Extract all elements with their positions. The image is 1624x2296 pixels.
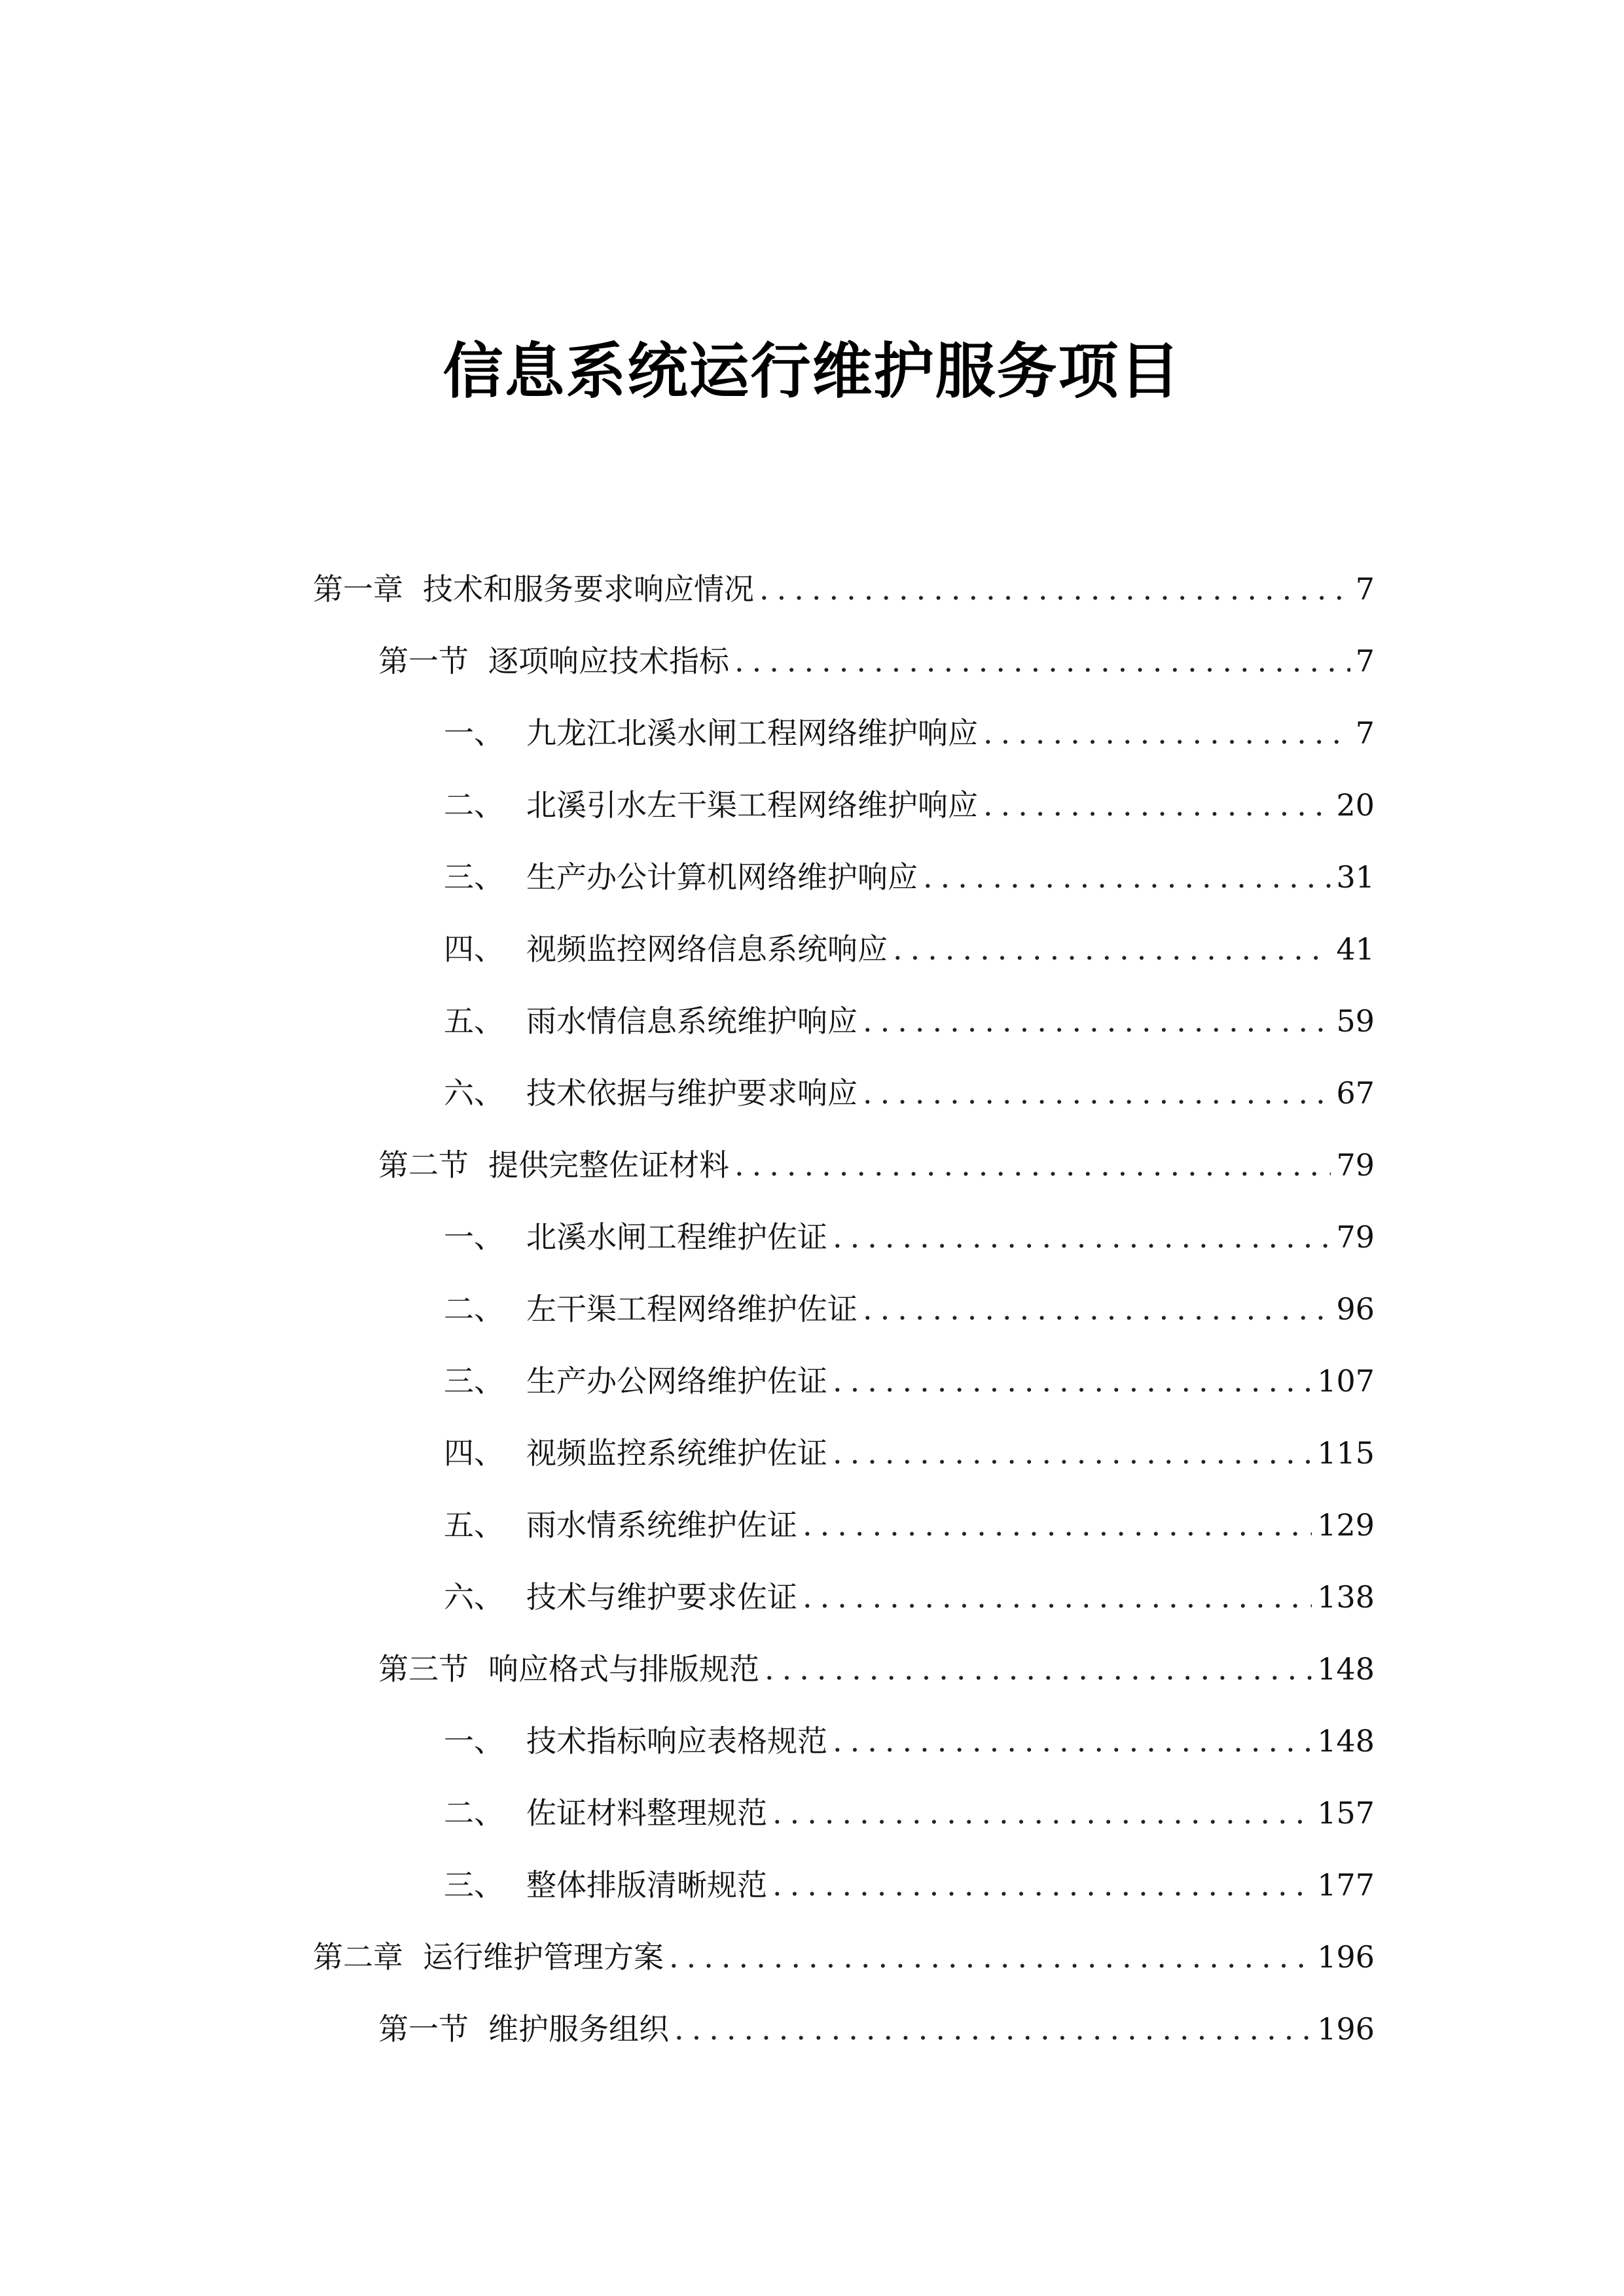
toc-dot-leader: [833, 1211, 1331, 1263]
toc-entry-title: 雨水情系统维护佐证: [526, 1507, 797, 1543]
toc-page-number: 7: [1355, 715, 1375, 751]
toc-entry-section[interactable]: [378, 635, 1375, 687]
toc-entry-subsection[interactable]: [444, 1211, 1375, 1263]
toc-page-number: 177: [1317, 1867, 1375, 1903]
toc-page-number: 196: [1317, 2011, 1375, 2047]
toc-entry-number: 第三节: [378, 1651, 469, 1687]
toc-entry-number: 三、: [444, 1363, 504, 1399]
toc-page-number: 31: [1336, 859, 1375, 895]
toc-entry-title: 技术依据与维护要求响应: [526, 1075, 857, 1111]
toc-entry-number: 五、: [444, 1507, 504, 1543]
toc-page-number: 107: [1317, 1363, 1375, 1399]
toc-dot-leader: [863, 1283, 1331, 1335]
toc-entry-subsection[interactable]: [444, 1283, 1375, 1335]
toc-entry-title: 九龙江北溪水闸工程网络维护响应: [526, 715, 978, 751]
toc-page-number: 7: [1355, 643, 1375, 679]
toc-dot-leader: [734, 635, 1350, 687]
toc-page-number: 96: [1336, 1291, 1375, 1327]
toc-entry-number: 六、: [444, 1075, 504, 1111]
toc-entry-chapter[interactable]: [313, 1931, 1375, 1983]
toc-entry-title: 维护服务组织: [488, 2011, 669, 2047]
toc-dot-leader: [734, 1139, 1331, 1191]
toc-page-number: 41: [1336, 931, 1375, 967]
toc-entry-title: 佐证材料整理规范: [526, 1795, 767, 1831]
toc-entry-number: 一、: [444, 715, 504, 751]
toc-entry-title: 运行维护管理方案: [423, 1939, 664, 1975]
toc-entry-title: 技术指标响应表格规范: [526, 1723, 827, 1759]
toc-page-number: 129: [1317, 1507, 1375, 1543]
toc-page-number: 59: [1336, 1003, 1375, 1039]
toc-entry-number: 二、: [444, 1795, 504, 1831]
toc-entry-title: 视频监控系统维护佐证: [526, 1435, 827, 1471]
toc-entry-number: 第一节: [378, 643, 469, 679]
toc-entry-title: 生产办公计算机网络维护响应: [526, 859, 918, 895]
toc-page-number: 115: [1317, 1435, 1375, 1471]
toc-dot-leader: [674, 2003, 1312, 2055]
toc-entry-subsection[interactable]: [444, 1355, 1375, 1407]
toc-entry-title: 技术与维护要求佐证: [526, 1579, 797, 1615]
toc-entry-number: 第一节: [378, 2011, 469, 2047]
toc-page-number: 67: [1336, 1075, 1375, 1111]
toc-dot-leader: [923, 851, 1331, 903]
toc-dot-leader: [669, 1931, 1312, 1983]
toc-entry-title: 视频监控网络信息系统响应: [526, 931, 888, 967]
toc-page-number: 148: [1317, 1651, 1375, 1687]
toc-entry-number: 第二章: [313, 1939, 403, 1975]
toc-entry-number: 第一章: [313, 571, 403, 607]
toc-dot-leader: [863, 995, 1331, 1047]
toc-entry-number: 一、: [444, 1219, 504, 1255]
toc-page-number: 79: [1336, 1219, 1375, 1255]
document-title: 信息系统运行维护服务项目: [442, 336, 1182, 406]
toc-page-number: 79: [1336, 1147, 1375, 1183]
toc-dot-leader: [772, 1859, 1312, 1911]
toc-entry-title: 北溪水闸工程维护佐证: [526, 1219, 827, 1255]
toc-entry-number: 一、: [444, 1723, 504, 1759]
toc-entry-number: 第二节: [378, 1147, 469, 1183]
toc-entry-subsection[interactable]: [444, 851, 1375, 903]
toc-entry-subsection[interactable]: [444, 1787, 1375, 1839]
toc-entry-title: 提供完整佐证材料: [488, 1147, 729, 1183]
toc-entry-number: 五、: [444, 1003, 504, 1039]
toc-page-number: 148: [1317, 1723, 1375, 1759]
toc-entry-number: 四、: [444, 931, 504, 967]
toc-dot-leader: [803, 1499, 1312, 1551]
toc-entry-subsection[interactable]: [444, 1067, 1375, 1119]
toc-entry-title: 生产办公网络维护佐证: [526, 1363, 827, 1399]
toc-entry-subsection[interactable]: [444, 1499, 1375, 1551]
toc-page-number: 20: [1336, 787, 1375, 823]
toc-dot-leader: [983, 707, 1350, 759]
toc-entry-title: 北溪引水左干渠工程网络维护响应: [526, 787, 978, 823]
toc-entry-subsection[interactable]: [444, 1715, 1375, 1767]
toc-dot-leader: [893, 923, 1331, 975]
toc-entry-subsection[interactable]: [444, 1571, 1375, 1623]
toc-entry-section[interactable]: [378, 1139, 1375, 1191]
toc-dot-leader: [983, 779, 1331, 831]
toc-page-number: 7: [1355, 571, 1375, 607]
toc-page-number: 157: [1317, 1795, 1375, 1831]
toc-dot-leader: [833, 1427, 1312, 1479]
toc-dot-leader: [765, 1643, 1312, 1695]
toc-entry-title: 整体排版清晰规范: [526, 1867, 767, 1903]
toc-entry-number: 二、: [444, 1291, 504, 1327]
toc-entry-title: 技术和服务要求响应情况: [423, 571, 754, 607]
toc-dot-leader: [833, 1715, 1312, 1767]
toc-entry-number: 四、: [444, 1435, 504, 1471]
toc-entry-title: 雨水情信息系统维护响应: [526, 1003, 857, 1039]
toc-entry-subsection[interactable]: [444, 923, 1375, 975]
toc-dot-leader: [803, 1571, 1312, 1623]
toc-entry-number: 三、: [444, 859, 504, 895]
toc-entry-number: 六、: [444, 1579, 504, 1615]
toc-entry-subsection[interactable]: [444, 707, 1375, 759]
toc-entry-subsection[interactable]: [444, 995, 1375, 1047]
toc-entry-title: 左干渠工程网络维护佐证: [526, 1291, 857, 1327]
toc-entry-section[interactable]: [378, 1643, 1375, 1695]
toc-dot-leader: [772, 1787, 1312, 1839]
toc-entry-title: 响应格式与排版规范: [488, 1651, 759, 1687]
toc-entry-subsection[interactable]: [444, 1427, 1375, 1479]
toc-dot-leader: [863, 1067, 1331, 1119]
toc-entry-section[interactable]: [378, 2003, 1375, 2055]
toc-entry-subsection[interactable]: [444, 779, 1375, 831]
toc-entry-subsection[interactable]: [444, 1859, 1375, 1911]
toc-dot-leader: [759, 563, 1350, 615]
toc-page-number: 196: [1317, 1939, 1375, 1975]
toc-entry-number: 二、: [444, 787, 504, 823]
toc-entry-number: 三、: [444, 1867, 504, 1903]
toc-entry-chapter[interactable]: [313, 563, 1375, 615]
toc-page-number: 138: [1317, 1579, 1375, 1615]
toc-entry-title: 逐项响应技术指标: [488, 643, 729, 679]
toc-dot-leader: [833, 1355, 1312, 1407]
